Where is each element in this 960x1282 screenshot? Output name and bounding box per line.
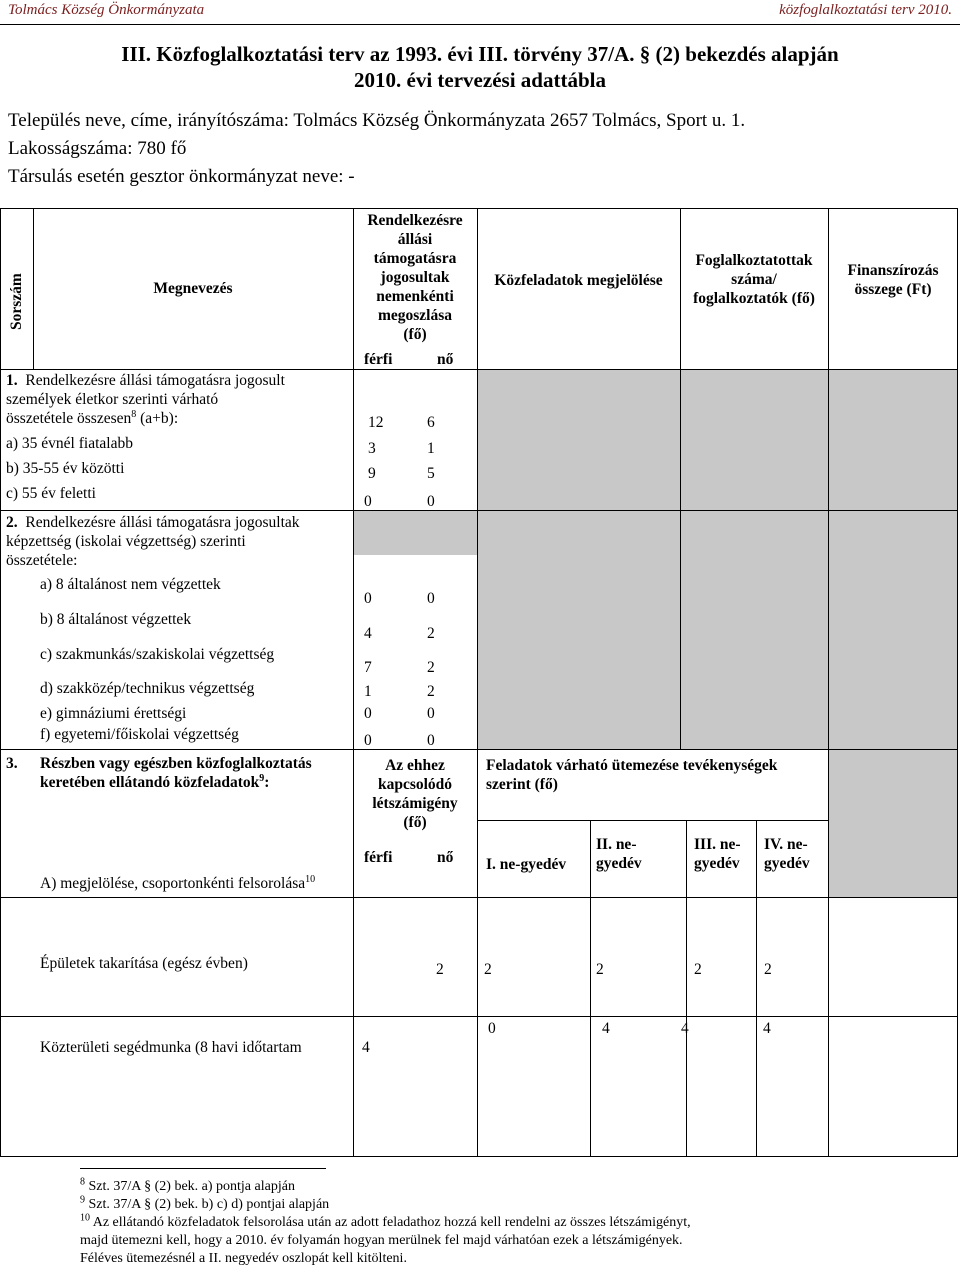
quarter-3: III. ne- gyedév — [694, 836, 741, 872]
section3-subtitle: A) megjelölése, csoportonkénti felsorolása$^{10}$ — [40, 873, 316, 892]
section1-row-label: b) 35-55 év közötti — [6, 460, 125, 477]
task-value: 0 — [488, 1020, 496, 1037]
header-right: közfoglalkoztatási terv 2010. — [779, 2, 952, 18]
footnote-10: $^{10}$ Az ellátandó közfeladatok felsorolása után az adott feladathoz hozzá kell rendelni az összes létszámigényt, — [80, 1212, 691, 1230]
section1-row-label: c) 55 év feletti — [6, 485, 96, 502]
section1-title: 1. Rendelkezésre állási támogatásra jogosult személyek életkor szerinti várható összetétele összesen$^8$ (a+b): — [6, 372, 285, 427]
section2-row-ferfi: 1 — [364, 683, 372, 700]
quarter-1: I. ne-gyedév — [486, 856, 567, 873]
section2-row-no: 0 — [427, 705, 435, 722]
section1-row-ferfi: 0 — [364, 493, 372, 510]
section2-row-label: c) szakmunkás/szakiskolai végzettség — [40, 646, 275, 663]
task-staff: 4 — [362, 1039, 370, 1056]
header-finanszirozas: Finanszírozás összege (Ft) — [847, 262, 939, 298]
section2-row-label: e) gimnáziumi érettségi — [40, 705, 187, 722]
section2-row-no: 2 — [427, 625, 435, 642]
gray-area-financing — [828, 749, 958, 897]
header-rendelkezesre: Rendelkezésre állási támogatásra jogosultak nemenkénti megoszlása (fő) — [367, 212, 463, 343]
section2-title: 2. Rendelkezésre állási támogatásra jogosultak képzettség (iskolai végzettség) szerinti összetétele: — [6, 514, 300, 569]
data-table — [0, 208, 958, 1157]
gray-area-main — [477, 369, 958, 749]
task-label: Közterületi segédmunka (8 havi időtartam — [40, 1039, 302, 1056]
section2-row-label: a) 8 általánost nem végzettek — [40, 576, 221, 593]
section1-row-no: 0 — [427, 493, 435, 510]
header-rule — [0, 24, 960, 25]
title-line1: III. Közfoglalkoztatási terv az 1993. évi III. törvény 37/A. § (2) bekezdés alapján — [121, 42, 839, 66]
section2-row-ferfi: 0 — [364, 590, 372, 607]
section1-row-label: a) 35 évnél fiatalabb — [6, 435, 133, 452]
quarter-4: IV. ne- gyedév — [764, 836, 810, 872]
section2-row-no: 2 — [427, 683, 435, 700]
task-value: 2 — [694, 961, 702, 978]
task-value: 2 — [484, 961, 492, 978]
footnotes — [80, 1178, 950, 1268]
header-left: Tolmács Község Önkormányzata — [8, 2, 205, 18]
section1-row-ferfi: 3 — [368, 440, 376, 457]
header-sorszam: Sorszám — [8, 273, 25, 330]
task-value: 2 — [596, 961, 604, 978]
header-foglalkoztatottak: Foglalkoztatottak száma/ foglalkoztatók (fő) — [693, 252, 815, 307]
section1-row-no: 5 — [427, 465, 435, 482]
section1-total-ferfi: 12 — [368, 414, 384, 431]
section3-no: nő — [437, 849, 454, 866]
header-no: nő — [437, 351, 454, 368]
section1-row-no: 1 — [427, 440, 435, 457]
section2-row-ferfi: 4 — [364, 625, 372, 642]
section1-row-ferfi: 9 — [368, 465, 376, 482]
footnote-8: $^8$ Szt. 37/A § (2) bek. a) pontja alapján — [80, 1176, 295, 1194]
association-info: Társulás esetén gesztor önkormányzat neve: - — [8, 166, 355, 187]
section2-row-ferfi: 0 — [364, 705, 372, 722]
footnote-10-cont2: Féléves ütemezésnél a II. negyedév oszlopát kell kitölteni. — [80, 1251, 407, 1266]
footnote-rule — [80, 1168, 326, 1169]
section3-ferfi: férfi — [364, 849, 393, 866]
task-value: 2 — [764, 961, 772, 978]
footnote-9: $^9$ Szt. 37/A § (2) bek. b) c) d) pontjai alapján — [80, 1194, 330, 1212]
task-value: 4 — [602, 1020, 610, 1037]
gray-area-sec2 — [353, 510, 477, 555]
footnote-10-cont1: majd ütemezni kell, hogy a 2010. év folyamán hogyan merülnek fel majd várhatóan ezek a létszámigények. — [80, 1233, 683, 1248]
task-value: 4 — [763, 1020, 771, 1037]
section2-row-ferfi: 0 — [364, 732, 372, 749]
section2-row-no: 2 — [427, 659, 435, 676]
population-info: Lakosságszáma: 780 fő — [8, 138, 187, 159]
header-megnevezes: Megnevezés — [153, 280, 233, 297]
section2-row-ferfi: 7 — [364, 659, 372, 676]
section3-feladatok: Feladatok várható ütemezése tevékenységek szerint (fő) — [486, 757, 778, 793]
header-kozfeladatok: Közfeladatok megjelölése — [494, 272, 663, 289]
section2-row-no: 0 — [427, 590, 435, 607]
task-label: Épületek takarítása (egész évben) — [40, 955, 248, 972]
header-ferfi: férfi — [364, 351, 393, 368]
section3-title: Részben vagy egészben közfoglalkoztatás keretében ellátandó közfeladatok$^9$: — [40, 755, 312, 791]
section1-total-no: 6 — [427, 414, 435, 431]
title-line2: 2010. évi tervezési adattábla — [354, 68, 606, 92]
section3-ehhez: Az ehhez kapcsolódó létszámigény (fő) — [372, 757, 458, 831]
section3-num: 3. — [6, 755, 18, 772]
quarter-2: II. ne- gyedév — [596, 836, 642, 872]
settlement-info: Település neve, címe, irányítószáma: Tolmács Község Önkormányzata 2657 Tolmács, Sport u. 1. — [8, 110, 746, 131]
task-value: 2 — [436, 961, 444, 978]
task-value: 4 — [681, 1020, 689, 1037]
section2-row-label: d) szakközép/technikus végzettség — [40, 680, 255, 697]
section2-row-label: b) 8 általánost végzettek — [40, 611, 192, 628]
section2-row-no: 0 — [427, 732, 435, 749]
section2-row-label: f) egyetemi/főiskolai végzettség — [40, 726, 239, 743]
